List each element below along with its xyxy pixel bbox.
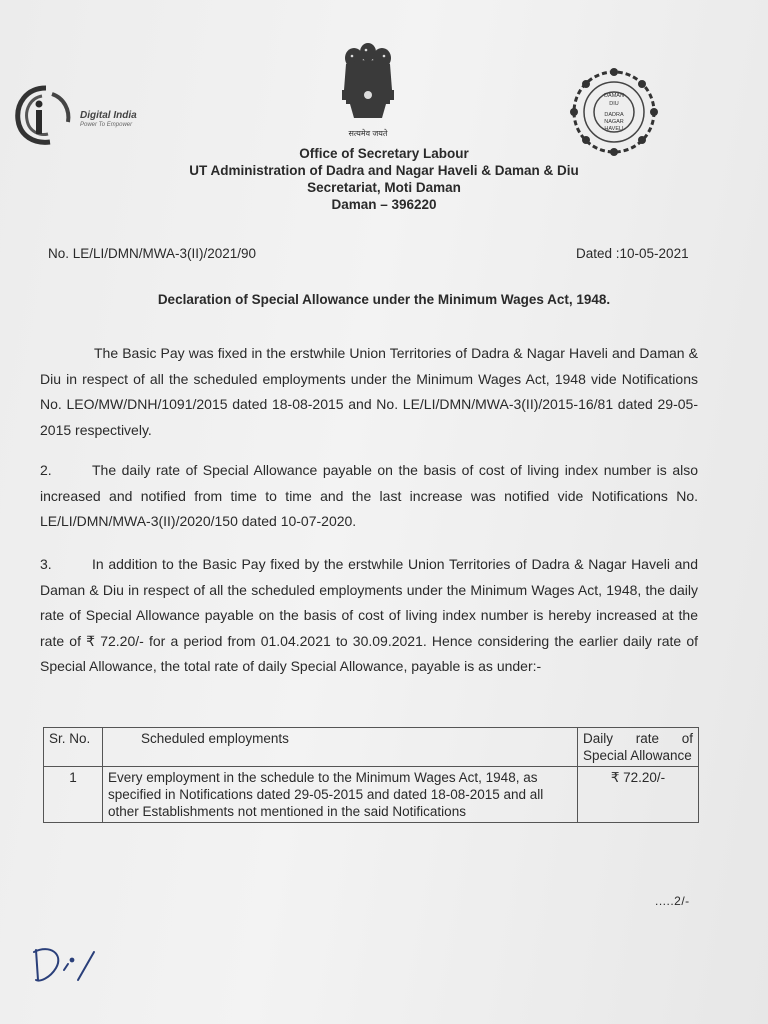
row-employment: Every employment in the schedule to the Minimum Wages Act, 1948, as specified in Notifications dated 29-05-2015 and dated 18-08-2015 and all other Establishments not mentioned in the said Notifications: [103, 767, 578, 823]
secretariat-name: Secretariat, Moti Daman: [307, 180, 461, 195]
administration-name: UT Administration of Dadra and Nagar Haveli & Daman & Diu: [189, 163, 579, 178]
seal-text-3: DADRA: [604, 112, 624, 118]
document-title: Declaration of Special Allowance under the Minimum Wages Act, 1948.: [157, 292, 611, 307]
emblem-motto: सत्यमेव जयते: [348, 129, 388, 138]
row-sr-no: 1: [44, 767, 103, 823]
seal-text-1: DAMAN: [604, 93, 624, 99]
paragraph-2-number: 2.: [40, 462, 52, 478]
row-rate: ₹ 72.20/-: [578, 767, 699, 823]
paragraph-1: The Basic Pay was fixed in the erstwhile Union Territories of Dadra & Nagar Haveli and Daman & Diu in respect of all the scheduled employments under the Minimum Wages Act, 1948 vide Notifications No. LEO/MW/DNH/1091/2015 dated 18-08-2015 and No. LE/LI/DMN/MWA-3(II)/2015-16/81 dated 29-05-2015 respectively.: [40, 345, 698, 438]
reference-number: No. LE/LI/DMN/MWA-3(II)/2021/90: [48, 246, 257, 261]
header-sr-no: Sr. No.: [44, 728, 103, 767]
paragraph-2: [40, 458, 698, 535]
digital-india-tagline: Power To Empower: [80, 122, 133, 128]
digital-india-name: Digital India: [80, 110, 137, 121]
paragraph-3-text: In addition to the Basic Pay fixed by the erstwhile Union Territories of Dadra & Nagar Haveli and Daman & Diu in respect of all the scheduled employments under the Minimum Wages Act, 1948, the daily rate of Special Allowance payable on the basis of cost of living index number is hereby increased at the rate of ₹ 72.20/- for a period from 01.04.2021 to 30.09.2021. Hence considering the earlier daily rate of Special Allowance, the total rate of daily Special Allowance, payable is as under:-: [40, 556, 698, 674]
table-row: [44, 767, 699, 823]
header-daily-rate: Daily rate of Special Allowance: [578, 728, 699, 767]
ut-seal-icon: [568, 66, 660, 158]
office-title: Office of Secretary Labour: [299, 146, 469, 161]
paragraph-2-text: The daily rate of Special Allowance payable on the basis of cost of living index number is also increased and notified from time to time and the last increase was notified vide Notifications No. LE/LI/DMN/MWA-3(II)/2020/150 dated 10-07-2020.: [40, 462, 698, 529]
page-continuation: .....2/-: [655, 894, 690, 908]
seal-text-2: DIU: [609, 101, 619, 107]
national-emblem-icon: [330, 38, 406, 128]
paragraph-3: [40, 552, 698, 680]
paragraph-3-number: 3.: [40, 556, 52, 572]
seal-text-5: HAVELI: [604, 126, 624, 132]
signature-initials: [30, 940, 100, 990]
table-header-row: [44, 728, 699, 767]
seal-text-4: NAGAR: [604, 119, 624, 125]
header-scheduled-employments: Scheduled employments: [103, 728, 578, 767]
document-date: Dated :10-05-2021: [576, 246, 689, 261]
special-allowance-table: [43, 727, 699, 823]
office-address: Daman – 396220: [331, 197, 437, 212]
